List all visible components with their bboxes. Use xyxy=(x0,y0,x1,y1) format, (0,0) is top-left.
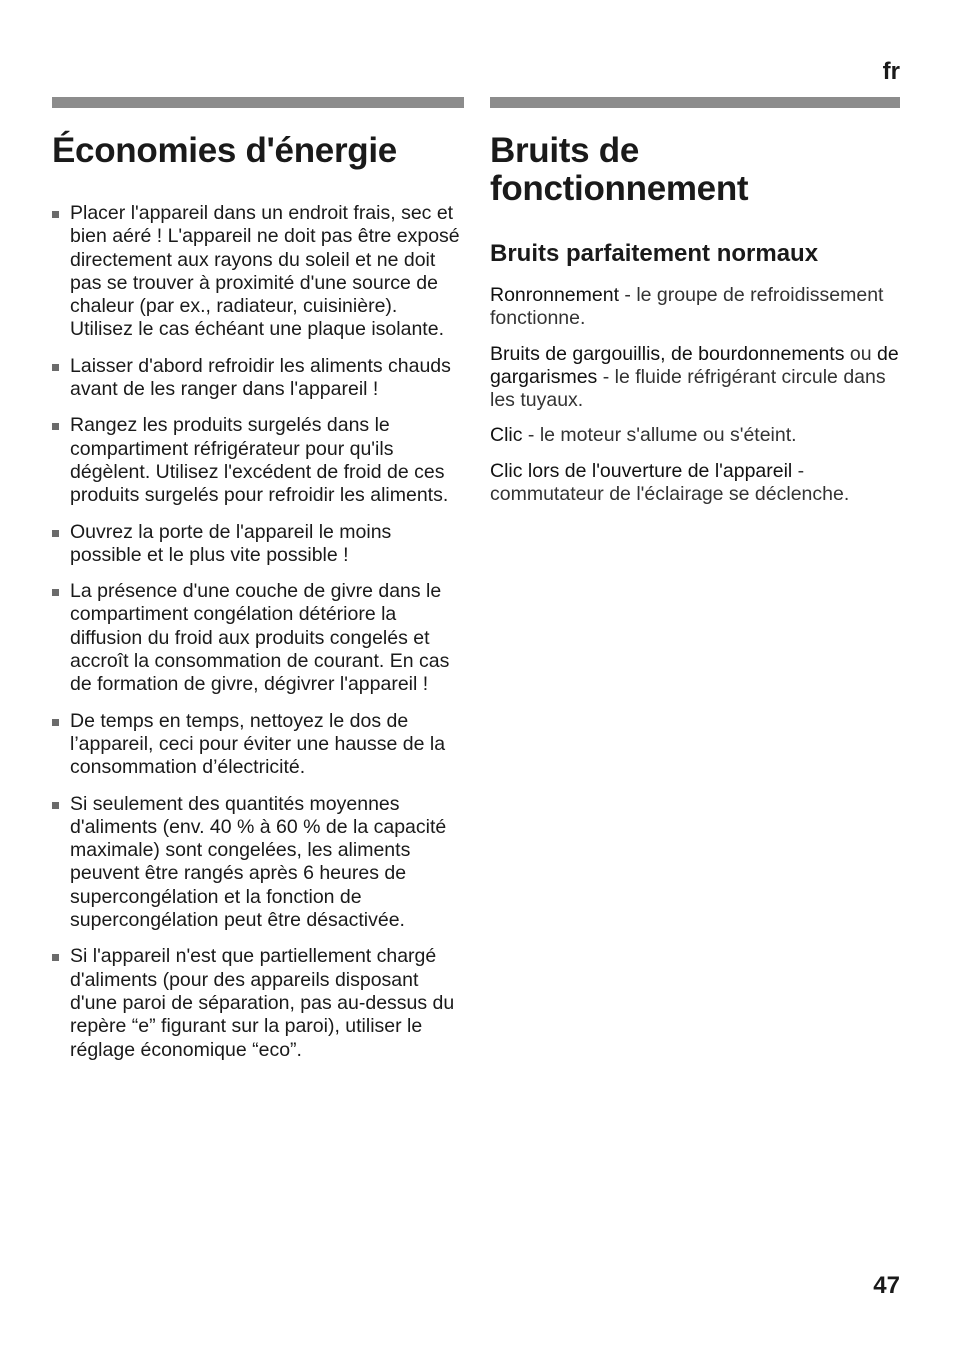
list-item: La présence d'une couche de givre dans le compartiment congélation détériore la diffusion du froid aux produits congelés et accroît la consommation de courant. En cas de formation de givre, dégivrer l'appareil ! xyxy=(52,580,464,696)
list-item: Si seulement des quantités moyennes d'aliments (env. 40 % à 60 % de la capacité maximale) sont congelées, les aliments peuvent être rangés après 6 heures de supercongélation et la fonction de supercongélation peut être désactivée. xyxy=(52,793,464,933)
tips-list xyxy=(52,202,464,1062)
square-bullet-icon xyxy=(52,211,59,218)
section-rule xyxy=(52,97,464,108)
operating-noises-section xyxy=(490,97,900,518)
language-tag: fr xyxy=(882,58,900,85)
square-bullet-icon xyxy=(52,364,59,371)
noise-paragraph: Ronronnement - le groupe de refroidissement fonctionne. xyxy=(490,284,884,330)
section-rule xyxy=(490,97,900,108)
subsection-title: Bruits parfaitement normaux xyxy=(490,240,819,267)
square-bullet-icon xyxy=(52,954,59,961)
noise-paragraph: Clic lors de l'ouverture de l'appareil - commutateur de l'éclairage se déclenche. xyxy=(490,459,850,506)
square-bullet-icon xyxy=(52,589,59,596)
square-bullet-icon xyxy=(52,719,59,726)
square-bullet-icon xyxy=(52,802,59,809)
list-item: De temps en temps, nettoyez le dos de l’appareil, ceci pour éviter une hausse de la consommation d’électricité. xyxy=(52,710,464,780)
list-item: Ouvrez la porte de l'appareil le moins possible et le plus vite possible ! xyxy=(52,521,464,568)
list-item: Placer l'appareil dans un endroit frais, sec et bien aéré ! L'appareil ne doit pas être exposé directement aux rayons du soleil et ne doit pas se trouver à proximité d'une source de chaleur (par ex., radiateur, cuisinière). Utilisez le cas échéant une plaque isolante. xyxy=(52,202,464,342)
section-title: Économies d'énergie xyxy=(52,131,397,170)
noise-paragraph: Bruits de gargouillis, de bourdonnements ou de gargarismes - le fluide réfrigérant circule dans les tuyaux. xyxy=(490,342,899,412)
noise-paragraph: Clic - le moteur s'allume ou s'éteint. xyxy=(490,424,797,447)
list-item: Si l'appareil n'est que partiellement chargé d'aliments (pour des appareils disposant d'une paroi de séparation, pas au-dessus du repère “e” figurant sur la paroi), utiliser le réglage économique “eco”. xyxy=(52,945,464,1061)
section-title: Bruits de fonctionnement xyxy=(490,131,749,208)
square-bullet-icon xyxy=(52,530,59,537)
list-item: Rangez les produits surgelés dans le compartiment réfrigérateur pour qu'ils dégèlent. Utilisez l'excédent de froid de ces produits surgelés pour refroidir les aliments. xyxy=(52,414,464,507)
page-number: 47 xyxy=(873,1272,900,1299)
list-item: Laisser d'abord refroidir les aliments chauds avant de les ranger dans l'appareil ! xyxy=(52,355,464,402)
energy-saving-section xyxy=(52,97,464,1075)
square-bullet-icon xyxy=(52,423,59,430)
